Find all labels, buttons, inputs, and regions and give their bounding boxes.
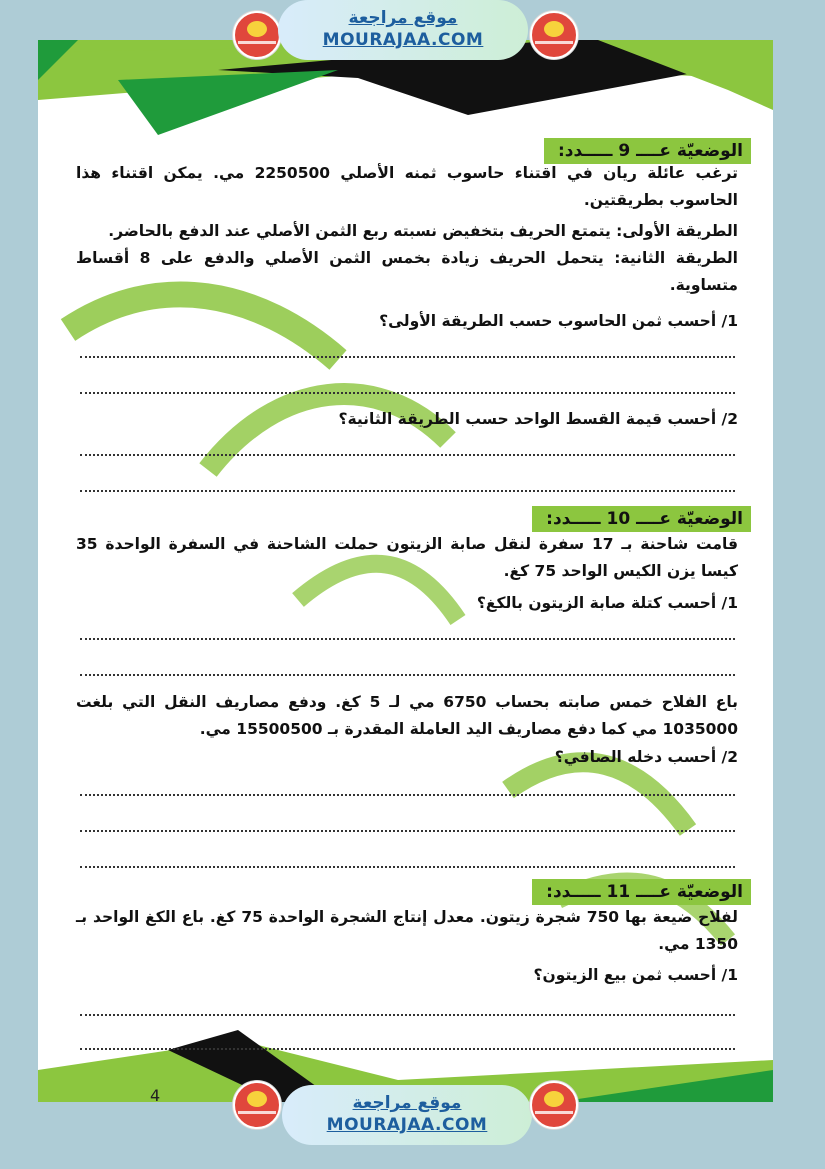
worksheet-page [38, 40, 773, 1102]
section-9-method-2: الطريقة الثانية: يتحمل الحريف زيادة بخمس الثمن الأصلي والدفع على 8 أقساط متساوية. [76, 249, 738, 294]
section-9-question-1: 1/ أحسب ثمن الحاسوب حسب الطريقة الأولى؟ [379, 312, 738, 330]
section-9-intro: ترغب عائلة ريان في اقتناء حاسوب ثمنه الأصلي 2250500 مي. يمكن اقتناء هذا الحاسوب بطريقتين. [76, 164, 738, 209]
answer-line[interactable] [80, 392, 735, 394]
site-badge-top[interactable] [278, 0, 528, 60]
section-9-question-2: 2/ أحسب قيمة القسط الواحد حسب الطريقة الثانية؟ [338, 410, 738, 428]
section-10-intro: قامت شاحنة بـ 17 سفرة لنقل صابة الزيتون حملت الشاحنة في السفرة الواحدة 35 كيسا يزن الكيس الواحد 75 كغ. [76, 535, 738, 580]
answer-line[interactable] [80, 1048, 735, 1050]
section-10-question-2: 2/ أحسب دخله الصافي؟ [554, 748, 738, 766]
page-number: 4 [150, 1086, 161, 1102]
section-10-intro-2: باع الفلاح خمس صابته بحساب 6750 مي لـ 5 كغ. ودفع مصاريف النقل التي بلغت 1035000 مي كما دفع مصاريف اليد العاملة المقدرة بـ 15500500 مي. [76, 693, 739, 738]
answer-line[interactable] [80, 490, 735, 492]
answer-line[interactable] [80, 794, 735, 796]
answer-line[interactable] [80, 356, 735, 358]
site-logo-icon [530, 1081, 578, 1129]
section-11-heading: الوضعيّة عــــ 11 ـــــدد: [532, 879, 751, 905]
answer-line[interactable] [80, 866, 735, 868]
site-logo-icon [530, 11, 578, 59]
answer-line[interactable] [80, 638, 735, 640]
answer-line[interactable] [80, 454, 735, 456]
site-name-latin[interactable]: MOURAJAA.COM [322, 30, 484, 50]
section-9-method-1: الطريقة الأولى: يتمتع الحريف بتخفيض نسبته ربع الثمن الأصلي عند الدفع بالحاضر. [108, 222, 738, 240]
site-logo-icon [233, 1081, 281, 1129]
section-11-question-1: 1/ أحسب ثمن بيع الزيتون؟ [533, 966, 738, 984]
answer-line[interactable] [80, 674, 735, 676]
site-name-latin[interactable]: MOURAJAA.COM [326, 1115, 488, 1135]
section-10-question-1: 1/ أحسب كتلة صابة الزيتون بالكغ؟ [476, 594, 738, 612]
site-name-arabic[interactable]: موقع مراجعة [348, 8, 458, 28]
section-9-heading: الوضعيّة عــــ 9 ـــــدد: [544, 138, 751, 164]
site-logo-icon [233, 11, 281, 59]
answer-line[interactable] [80, 830, 735, 832]
answer-line[interactable] [80, 1014, 735, 1016]
section-11-intro: لفلاح ضيعة بها 750 شجرة زيتون. معدل إنتاج الشجرة الواحدة 75 كغ. باع الكغ الواحد بـ 1350 مي. [76, 908, 738, 953]
site-badge-bottom[interactable] [282, 1085, 532, 1145]
site-name-arabic[interactable]: موقع مراجعة [352, 1093, 462, 1113]
section-10-heading: الوضعيّة عــــ 10 ـــــدد: [532, 506, 751, 532]
